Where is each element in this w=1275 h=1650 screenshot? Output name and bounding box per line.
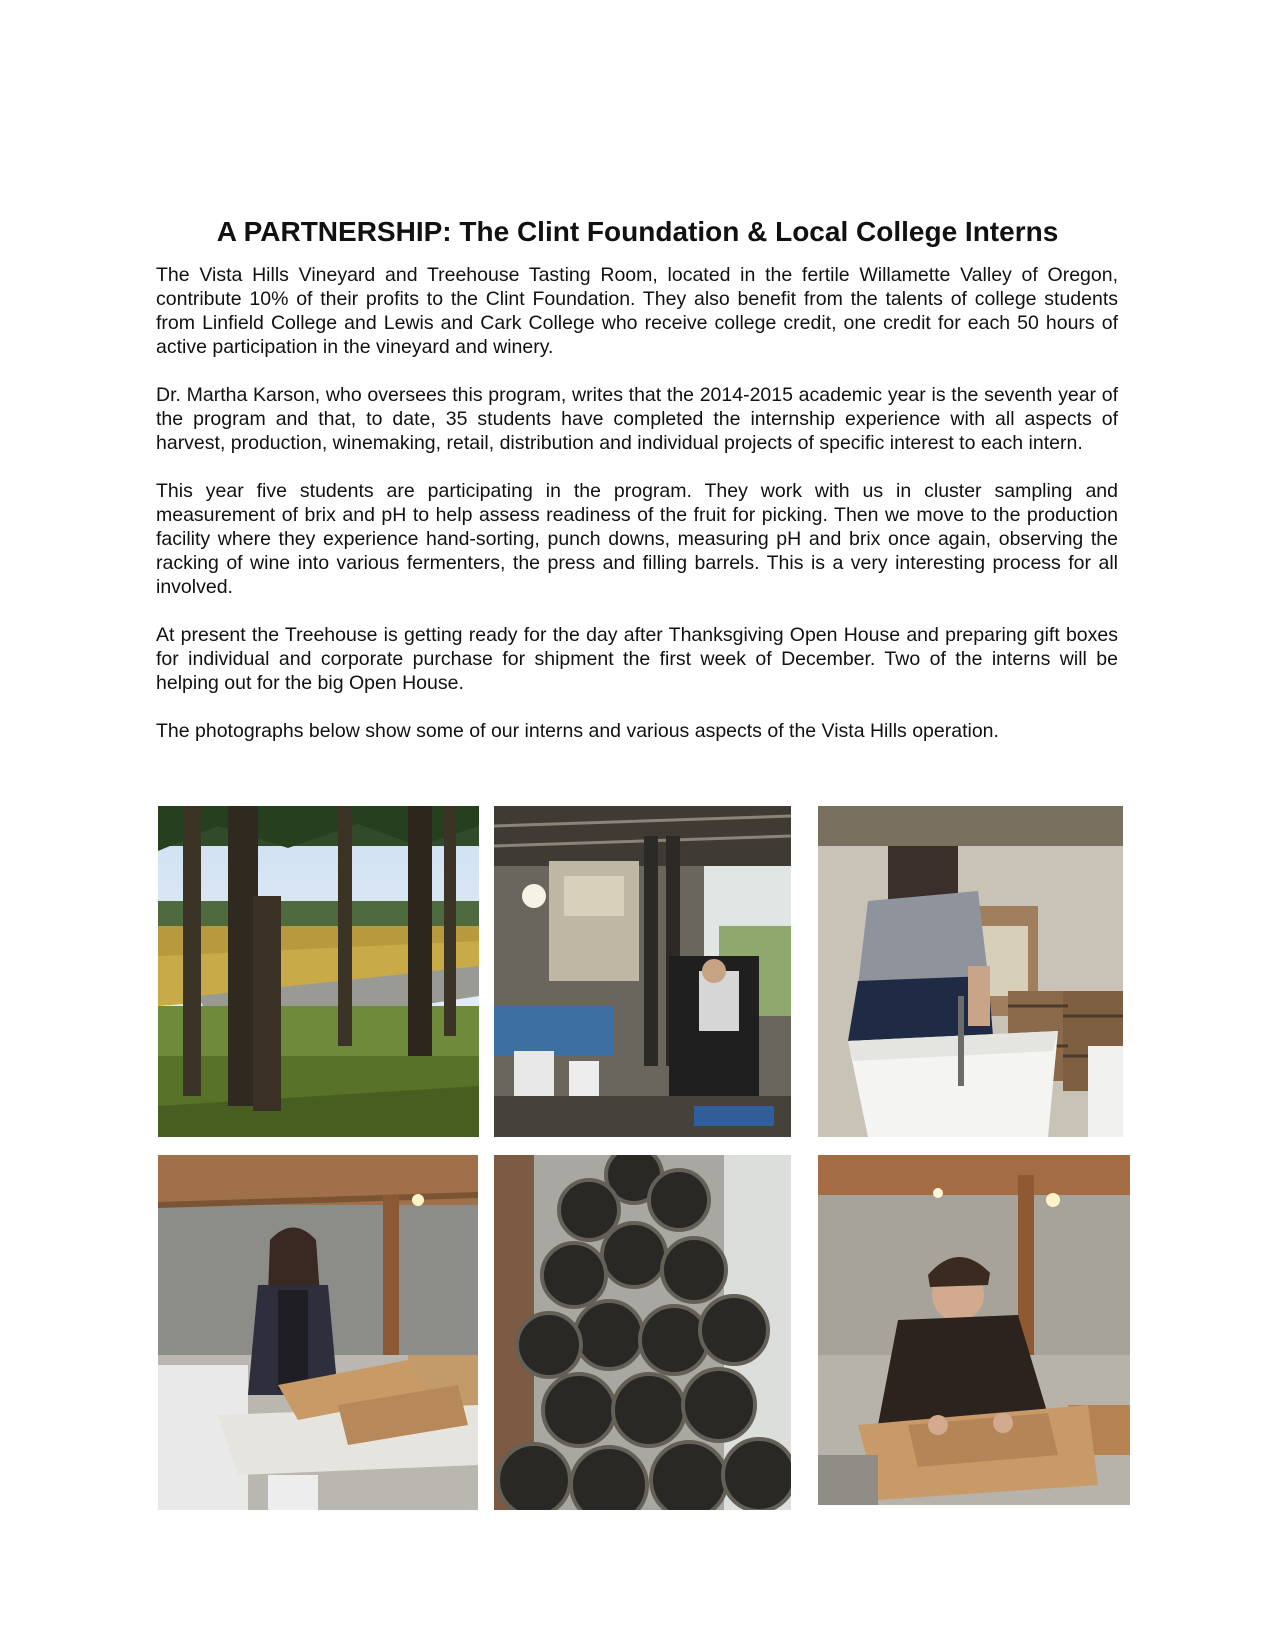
barrel-stack-photo	[494, 1155, 791, 1510]
intern-fermenter-photo	[818, 806, 1123, 1137]
paragraph-5: The photographs below show some of our interns and various aspects of the Vista Hills operation.	[156, 720, 999, 742]
page-title: A PARTNERSHIP: The Clint Foundation & Local College Interns	[216, 215, 1059, 247]
paragraph-2: Dr. Martha Karson, who oversees this program, writes that the 2014-2015 academic year is the seventh year of the program and that, to date, 35 students have completed the internship experience with all aspects of harvest, production, winemaking, retail, distribution and individual projects of specific interest to each intern.	[156, 384, 1118, 454]
intern-gift-box-photo	[158, 1155, 478, 1510]
paragraph-3: This year five students are participating in the program. They work with us in cluster sampling and measurement of brix and pH to help assess readiness of the fruit for picking. Then we move to the production facility where they experience hand-sorting, punch downs, measuring pH and brix once again, observing the racking of wine into various fermenters, the press and filling barrels. This is a very interesting process for all involved.	[156, 480, 1118, 598]
document-body	[156, 263, 1118, 767]
paragraph-1: The Vista Hills Vineyard and Treehouse Tasting Room, located in the fertile Willamette Valley of Oregon, contribute 10% of their profits to the Clint Foundation. They also benefit from the talents of college students from Linfield College and Lewis and Cark College who receive college credit, one credit for each 50 hours of active participation in the vineyard and winery.	[156, 264, 1118, 358]
forklift-winery-photo	[494, 806, 791, 1137]
intern-assembling-boxes-photo	[818, 1155, 1130, 1505]
paragraph-4: At present the Treehouse is getting ready for the day after Thanksgiving Open House and preparing gift boxes for individual and corporate purchase for shipment the first week of December. Two of the interns will be helping out for the big Open House.	[156, 624, 1118, 694]
vineyard-trees-photo	[158, 806, 479, 1137]
